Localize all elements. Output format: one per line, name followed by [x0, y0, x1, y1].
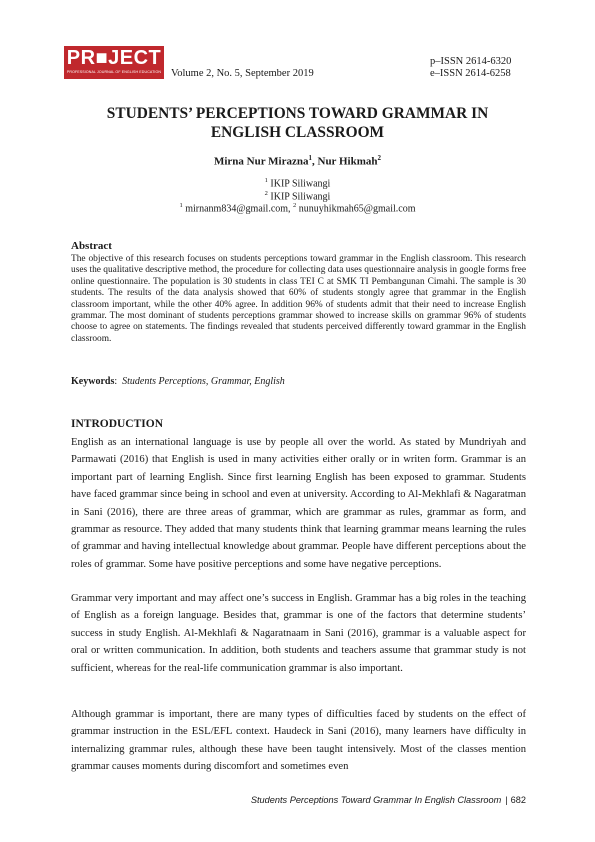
author-2: Nur Hikmah: [317, 155, 378, 168]
page-footer: [0, 794, 526, 806]
keywords-values: Students Perceptions, Grammar, English: [122, 376, 285, 387]
print-issn: p–ISSN 2614-6320: [430, 56, 512, 67]
author-2-sup: 2: [377, 154, 382, 162]
footer-separator: |: [505, 795, 508, 805]
abstract-text: The objective of this research focuses on students perceptions toward grammar in the English classroom. This research uses the qualitative descriptive method, the procedure for collecting data uses questionnaire analysis in google forms free online questionnaire. The population is 30 students in class TEI C at SMK TI Pembangunan Cimahi. The sample is 30 students. The results of the data analysis showed that 60% of students stongly agree that grammar in the English classroom important, while the other 40% agree. In addition 96% of students admit that their need to increase English grammar. The most dominant of students perceptions grammar showed to increase skills on grammar 96% of students choose to agree on statements. The findings revealed that students perceived differently toward grammar in the English classroom.: [71, 254, 526, 344]
keywords-label: Keywords: [71, 376, 115, 387]
title-line-1: STUDENTS’ PERCEPTIONS TOWARD GRAMMAR IN: [106, 105, 489, 122]
keywords: [71, 376, 285, 388]
affiliation-2-text: IKIP Siliwangi: [267, 191, 331, 203]
email-2-sup: 2: [293, 202, 297, 209]
introduction-heading: INTRODUCTION: [71, 418, 164, 430]
abstract-heading: Abstract: [71, 240, 112, 252]
affiliation-1-text: IKIP Siliwangi: [267, 178, 331, 190]
author-separator: ,: [312, 155, 318, 168]
journal-logo: [64, 46, 164, 79]
footer-running-title: Students Perceptions Toward Grammar In English Classroom: [250, 795, 502, 805]
page-number: 682: [510, 795, 526, 805]
email-1: mirnanm834@gmail.com,: [182, 203, 294, 215]
authors: [0, 151, 595, 169]
logo-tagline: PROFESSIONAL JOURNAL OF ENGLISH EDUCATION: [66, 70, 162, 74]
author-1: Mirna Nur Mirazna: [213, 155, 309, 168]
logo-wordmark: PR■JECT: [66, 47, 162, 69]
author-1-sup: 1: [308, 154, 312, 162]
author-emails: [0, 200, 595, 215]
online-issn: e–ISSN 2614-6258: [430, 68, 511, 79]
intro-paragraph-1: English as an international language is use by people all over the world. As stated by Mundriyah and Parmawati (2016) that English is used in many activities either orally or in writen form. Grammar is an important part of learning English. Since first learning English has been exposed to grammar. Students have faced grammar since being in school and even at university. According to Al-Mekhlafi & Nagaratman in Sani (2016), there are three areas of grammar, which are grammar as rules, grammar as form, and grammar as resource. They added that many students think that learning grammar means learning the rules of grammar and having intellectual knowledge about grammar. People have different perceptions about the roles of grammar. Some have positive perceptions and some have negative perceptions.: [71, 437, 526, 570]
article-title: [60, 104, 535, 142]
intro-paragraph-3: Although grammar is important, there are many types of difficulties faced by students on the effect of grammar instruction in the ESL/EFL context. Haudeck in Sani (2016), many learners have difficulty in internalizing grammar rules, although these have been taught intensively. Most of the classes mention grammar causes moments during discomfort and sometimes even: [71, 709, 526, 773]
title-line-2: ENGLISH CLASSROOM: [210, 124, 385, 141]
keywords-colon: :: [114, 376, 123, 387]
intro-paragraph-2: Grammar very important and may affect one’s success in English. Grammar has a big roles in the teaching of English as a foreign language. Besides that, grammar is one of the factors that determine students’ success in study English. Al-Mekhlafi & Nagaratnaam in Sani (2016), grammar is a valuable aspect for oral or written communication. In addition, both students and teachers assume that grammar study is not sufficient, whereas for the real-life communication grammar is also important.: [71, 593, 526, 674]
affiliation-1-sup: 1: [264, 177, 268, 184]
affiliation-2-sup: 2: [264, 190, 268, 197]
volume-info: Volume 2, No. 5, September 2019: [171, 68, 314, 79]
email-2: nunuyhikmah65@gmail.com: [296, 203, 416, 215]
email-1-sup: 1: [179, 202, 183, 209]
